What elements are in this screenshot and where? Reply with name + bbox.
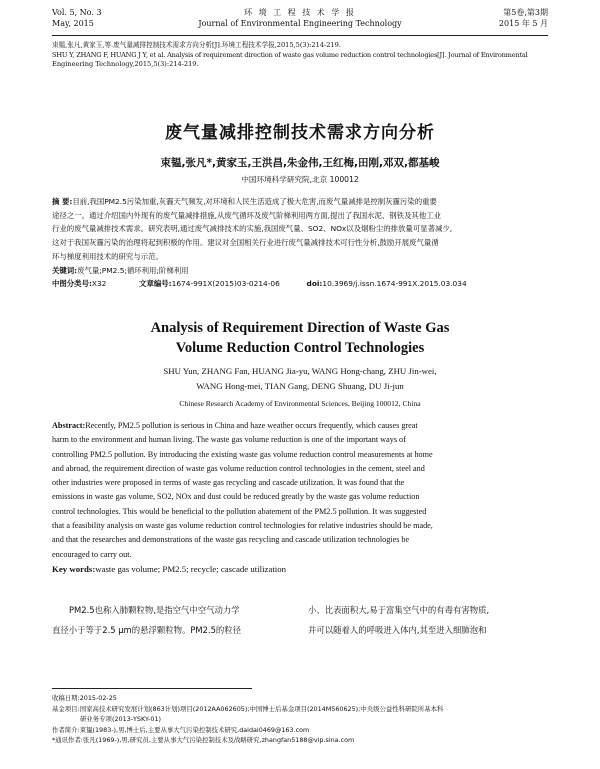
abstract-en-label: Abstract: [52, 421, 86, 430]
journal-volume-issue [52, 8, 102, 29]
keywords-cn-label: 关键词: [52, 265, 78, 275]
authors-en-line-1: SHU Yun, ZHANG Fan, HUANG Jia-yu, WANG Hong-chang, ZHU Jin-wei, [163, 366, 437, 376]
doi-label: doi: [306, 279, 323, 289]
clc-label: 中图分类号: [52, 279, 92, 289]
abstract-en-line-2: harm to the environment and human living. The waste gas volume reduction is one of the important ways of [52, 435, 406, 445]
authors-en [52, 364, 548, 393]
keywords-en-label: Key words: [52, 563, 96, 574]
journal-name-cn: 环 境 工 程 技 术 学 报 [244, 8, 356, 17]
article-number: 1674-991X(2015)03-0214-06 [171, 279, 280, 289]
title-en-line-1: Analysis of Requirement Direction of Waste Gas [150, 320, 450, 336]
issue-date-cn: 2015 年 5 月 [498, 18, 548, 28]
abstract-en-line-1: Recently, PM2.5 pollution is serious in China and haze weather occurs frequently, which causes great [85, 421, 418, 430]
footnote-fund-line-2: 研业务专项(2013-YSKY-01) [80, 715, 162, 723]
abstract-en-line-5: other industries were proposed in terms of waste gas recycling and cascade utilization. It was found that the [52, 478, 405, 488]
doi-value: 10.3969/j.issn.1674-991X.2015.03.034 [322, 279, 467, 289]
citation-block [52, 41, 552, 70]
abstract-cn-line-2: 途径之一。通过介绍国内外现有的废气量减排措施,从废气循环及废气阶梯利用两方面,提出了我国水泥、钢铁及其他工业 [52, 210, 442, 220]
abstract-cn-label: 摘 要: [52, 197, 73, 206]
journal-name [150, 8, 450, 29]
clc-number: X32 [91, 279, 107, 289]
abstract-cn-line-5: 环与梯度利用技术的研究与示范。 [52, 251, 163, 261]
citation-en-line-2: Engineering Technology,2015,5(3):214-219. [52, 60, 199, 69]
abstract-en-line-3: controlling PM2.5 pollution. By introducing the existing waste gas volume reduction control measurements at home [52, 449, 433, 459]
title-cn: 废气量减排控制技术需求方向分析 [165, 123, 435, 143]
body-left-column [52, 600, 292, 640]
footnote-fund-line-1: 基金项目:国家高技术研究发展计划(863计划)项目(2012AA062605);中国博士后基金项目(2014M560625);中央级公益性科研院所基本科 [52, 704, 444, 713]
footnote-corresponding-author: *通讯作者:张凡(1969-),男,研究员,主要从事大气污染控制技术及战略研究,zhangfan5188@vip.sina.com [52, 736, 355, 744]
abstract-en-line-6: emissions in waste gas volume, SO2, NOx and dust could be reduced greatly by the waste gas volume reduction [52, 492, 420, 502]
abstract-en-line-4: and abroad, the requirement direction of waste gas volume reduction control technologies in the cement, steel and [52, 463, 425, 473]
authors-en-line-2: WANG Hong-mei, TIAN Gang, DENG Shuang, DU Ji-jun [196, 380, 404, 391]
footnote-received: 收稿日期:2015-02-25 [52, 694, 117, 702]
abstract-cn-line-3: 行业的废气量减排技术需求。研究表明,通过废气减排技术的实施,我国废气量、SO2、NOx以及烟粉尘的排放量可显著减少, [52, 224, 453, 234]
keywords-cn-text: 废气量;PM2.5;循环利用;阶梯利用 [77, 265, 189, 275]
title-en-line-2: Volume Reduction Control Technologies [175, 340, 425, 356]
abstract-en [52, 419, 548, 576]
journal-name-en: Journal of Environmental Engineering Technology [198, 18, 402, 28]
article-number-label: 文章编号: [139, 279, 172, 289]
keywords-cn [52, 264, 552, 278]
volume-number: Vol. 5, No. 3 [52, 8, 102, 17]
body-right-line-2: 并可以随着人的呼吸进入体内,其至进入细肺泡和 [308, 625, 487, 635]
abstract-en-line-8: that a feasibility analysis on waste gas volume reduction control technologies for relative industries should be made, [52, 521, 433, 531]
abstract-cn-line-1: 目前,我国PM2.5污染加重,灰霾天气频发,对环境和人民生活造成了极大危害,而废气量减排是控制灰霾污染的重要 [72, 197, 437, 206]
keywords-en [52, 562, 548, 576]
journal-issue-cn [499, 8, 548, 29]
body-right-column [308, 600, 548, 640]
abstract-en-line-10: encouraged to carry out. [52, 549, 132, 559]
body-left-line-2: 直径小于等于2.5 μm的悬浮颗粒物。PM2.5的粒径 [52, 625, 242, 635]
classification-line [52, 277, 552, 291]
authors-cn: 束韫,张凡*,黄家玉,王洪昌,朱金伟,王红梅,田刚,邓双,都基峻 [160, 157, 440, 169]
keywords-en-text: waste gas volume; PM2.5; recycle; cascade utilization [95, 563, 287, 574]
body-right-line-1: 小、比表面积大,易于富集空气中的有毒有害物质, [308, 605, 490, 615]
body-left-line-1: PM2.5也称入肺颗粒物,是指空气中空气动力学 [69, 605, 240, 615]
header-divider [52, 35, 548, 36]
abstract-en-line-9: and that the researches and demonstrations of the waste gas recycling and cascade utilization technologies be [52, 535, 410, 545]
footnotes [52, 693, 552, 746]
footnote-author-intro: 作者简介:束韫(1983-),男,博士后,主要从事大气污染控制技术研究,daidai0469@163.com [52, 725, 310, 734]
citation-cn: 束韫,张凡,黄家玉,等.废气量减排控制技术需求方向分析[J].环境工程技术学报,2015,5(3):214-219. [52, 41, 341, 49]
abstract-cn-line-4: 这对于我国灰霾污染的治理将起到积极的作用。建议对全国相关行业进行废气量减排技术可行性分析,鼓励开展废气量循 [52, 238, 439, 248]
abstract-cn [52, 195, 552, 291]
footnote-divider [52, 688, 252, 689]
abstract-en-line-7: control technologies. This would be beneficial to the pollution abatement of the PM2.5 pollution. It was suggested [52, 506, 427, 516]
affiliation-cn: 中国环境科学研究院,北京 100012 [241, 175, 359, 184]
issue-cn: 第5卷,第3期 [503, 8, 548, 17]
issue-date-en: May, 2015 [52, 18, 94, 28]
citation-en-line-1: SHU Y, ZHANG F, HUANG J Y, et al. Analysis of requirement direction of waste gas volume reduction control technologies[J]. Journal of Environmental [52, 50, 528, 59]
affiliation-en: Chinese Research Academy of Environmental Sciences, Beijing 100012, China [179, 399, 421, 408]
title-en [52, 319, 548, 357]
